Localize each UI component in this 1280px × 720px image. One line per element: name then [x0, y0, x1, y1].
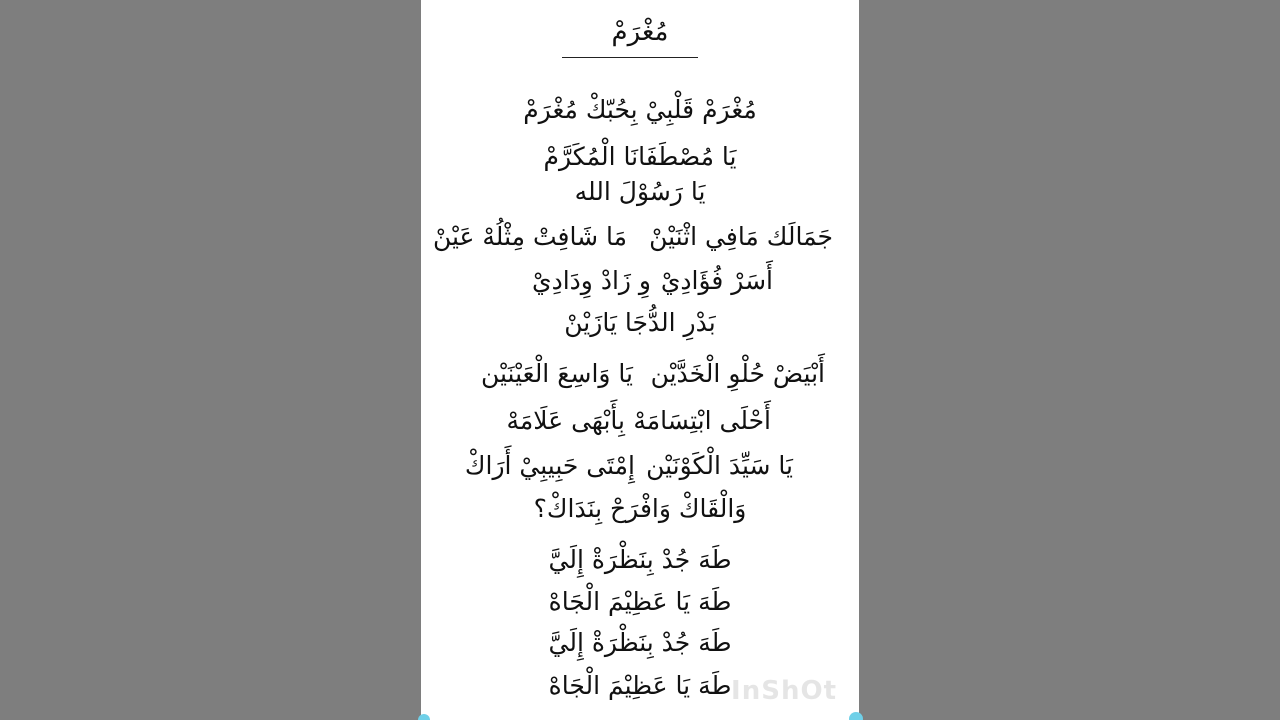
- title-container: [421, 12, 859, 52]
- lyric-line: يَا رَسُوْلَ الله: [574, 177, 706, 206]
- couplet-second-hemistich: مَا شَافِتْ مِثْلُهْ عَيْنْ: [432, 222, 627, 251]
- lyric-couplet: [431, 217, 849, 257]
- lyric-couplet: [431, 261, 849, 301]
- couplet-second-hemistich: إِمْتَى حَبِيبِيْ أَرَاكْ: [464, 451, 635, 480]
- corner-decoration: [418, 714, 430, 720]
- lyric-line: طَهَ جُدْ بِنَظْرَةْ إِلَيَّ: [548, 628, 732, 657]
- lyric-line: يَا مُصْطَفَانَا الْمُكَرَّمْ: [543, 142, 737, 171]
- lyric-line: طَهَ يَا عَظِيْمَ الْجَاهْ: [548, 587, 732, 616]
- corner-decoration: [849, 712, 863, 720]
- lyric-line: طَهَ يَا عَظِيْمَ الْجَاهْ: [548, 671, 732, 700]
- lyric-line: مُغْرَمْ قَلْبِيْ بِحُبّكْ مُغْرَمْ: [523, 95, 757, 124]
- lyric-couplet: [431, 354, 849, 394]
- couplet-first-hemistich: يَا سَيِّدَ الْكَوْنَيْن: [646, 451, 793, 480]
- couplet-first-hemistich: جَمَالَك مَافِي اثْنَيْنْ: [649, 222, 833, 251]
- couplet-first-hemistich: أَبْيَضْ حُلْوِ الْخَدَّيْن: [650, 359, 825, 388]
- lyric-line: وَالْقَاكْ وَافْرَحْ بِنَدَاكْ؟: [533, 494, 747, 523]
- lyric-couplet: [431, 446, 849, 486]
- couplet-first-hemistich: أَحْلَى ابْتِسَامَهْ: [633, 406, 771, 435]
- couplet-second-hemistich: وِ زَادْ وِدَادِيْ: [532, 266, 651, 295]
- right-blur-panel: [859, 0, 1280, 720]
- couplet-second-hemistich: يَا وَاسِعَ الْعَيْنَيْن: [480, 359, 633, 388]
- lyric-line: بَدْرِ الدُّجَا يَازَيْنْ: [564, 308, 716, 337]
- lyrics-page: [421, 0, 859, 720]
- couplet-second-hemistich: بِأَبْهَى عَلَامَهْ: [506, 406, 625, 435]
- title-underline: [562, 57, 698, 58]
- left-blur-panel: [0, 0, 421, 720]
- lyric-line: طَهَ جُدْ بِنَظْرَةْ إِلَيَّ: [548, 545, 732, 574]
- lyric-couplet: [431, 401, 849, 441]
- couplet-first-hemistich: أَسَرْ فُؤَادِيْ: [660, 266, 773, 295]
- page-title: مُغْرَمْ: [611, 17, 669, 47]
- app-watermark: InShOt: [731, 676, 837, 706]
